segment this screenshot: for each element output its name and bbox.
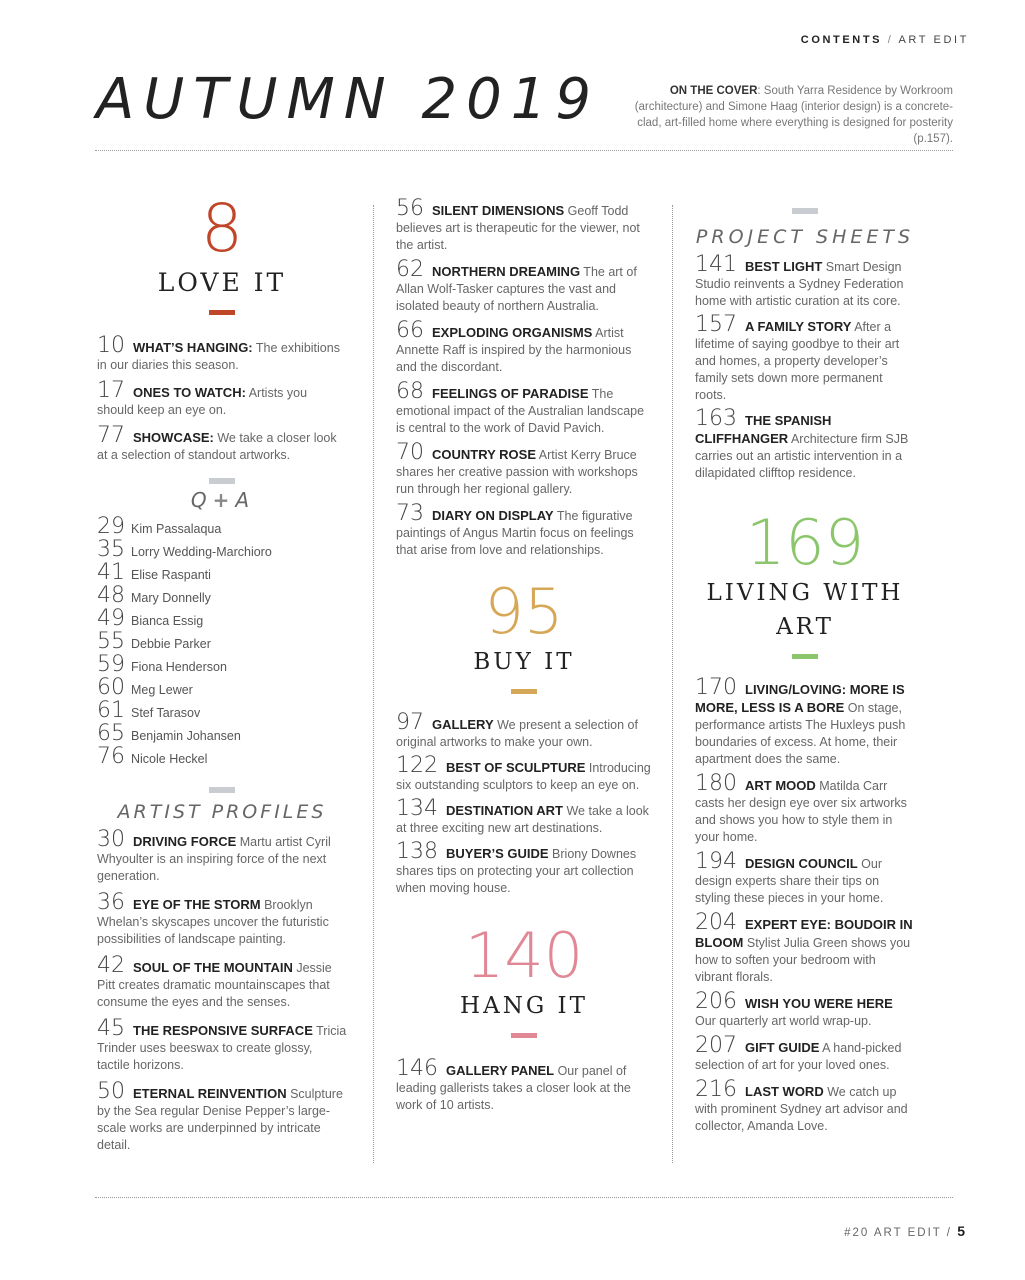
entry-page-number: 207 [695,1033,737,1058]
qa-heading-q: Q [190,488,211,512]
entry-page-number: 70 [396,440,424,465]
entry-title: BEST LIGHT [745,259,823,274]
contents-entry [695,252,915,310]
contents-entry [97,1079,347,1154]
qa-page-number: 29 [97,514,125,539]
contents-entry [396,796,652,837]
entry-title: EXPERT EYE: BOUDOIR IN BLOOM [695,917,913,950]
entry-page-number: 10 [97,333,125,358]
entry-title: THE RESPONSIVE SURFACE [133,1023,313,1038]
entry-description: We take a look at three exciting new art destinations. [396,804,649,835]
entry-page-number: 216 [695,1077,737,1102]
project-sheets-heading: PROJECT SHEETS [695,226,915,248]
qa-heading-a: A [235,488,254,512]
contents-entry [97,333,347,374]
artist-profiles-section [97,787,347,1154]
entry-description: Artist Annette Raff is inspired by the harmonious and the discordant. [396,326,632,374]
hang-it-list [396,1056,652,1114]
qa-name: Debbie Parker [131,637,211,651]
entry-title: WHAT’S HANGING: [133,340,253,355]
qa-page-number: 61 [97,698,125,723]
header-separator: / [887,34,894,46]
entry-description: Briony Downes shares tips on protecting your art collection when moving house. [396,847,637,895]
entry-description: We catch up with prominent Sydney art advisor and collector, Amanda Love. [695,1085,908,1133]
love-it-list [97,333,347,464]
cover-label: ON THE COVER [669,85,758,97]
qa-entry [97,652,347,675]
entry-description: Artists you should keep an eye on. [97,386,308,417]
entry-page-number: 206 [695,989,737,1014]
contents-entry [97,890,347,948]
project-sheets-section [695,208,915,482]
entry-page-number: 194 [695,849,737,874]
entry-description: The exhibitions in our diaries this season. [97,341,340,372]
qa-page-number: 35 [97,537,125,562]
love-it-heading: LOVE IT [157,268,287,297]
entry-page-number: 62 [396,257,424,282]
entry-description: Smart Design Studio reinvents a Sydney Federation home with artistic curation at its core. [695,260,904,308]
qa-name: Elise Raspanti [131,568,211,582]
entry-title: GALLERY PANEL [446,1063,555,1078]
page-number: 5 [957,1223,965,1239]
entry-description: Introducing six outstanding sculptors to keep an eye on. [396,761,651,792]
contents-entry [695,675,915,768]
artist-profiles-heading: ARTIST PROFILES [117,801,327,823]
entry-title: BEST OF SCULPTURE [446,760,586,775]
contents-entry [695,989,915,1030]
qa-name: Kim Passalaqua [131,522,222,536]
entry-description: Brooklyn Whelan’s skyscapes uncover the futuristic possibilities of landscape painting. [97,898,329,946]
hang-it-section [396,919,652,1114]
entry-description: We take a closer look at a selection of standout artworks. [97,431,337,462]
entry-title: GALLERY [432,717,494,732]
qa-entry [97,583,347,606]
column-divider-left [373,205,374,1163]
qa-list [97,514,347,767]
artist-profiles-list [97,827,347,1154]
entry-page-number: 134 [396,796,438,821]
entry-page-number: 36 [97,890,125,915]
entry-page-number: 17 [97,378,125,403]
entry-title: DESIGN COUNCIL [745,856,858,871]
contents-entry [695,849,915,907]
entry-description: Our quarterly art world wrap-up. [695,1014,872,1028]
qa-entry [97,537,347,560]
entry-page-number: 42 [97,953,125,978]
qa-page-number: 65 [97,721,125,746]
qa-heading [97,488,347,512]
qa-entry [97,675,347,698]
entry-page-number: 45 [97,1016,125,1041]
love-it-accent-bar [209,310,235,315]
qa-entry [97,721,347,744]
entry-description: The emotional impact of the Australian landscape is central to the work of David Pavich. [396,387,645,435]
qa-page-number: 60 [97,675,125,700]
entry-page-number: 122 [396,753,438,778]
middle-column [396,196,652,1120]
contents-entry [396,440,652,498]
buy-it-section [396,575,652,897]
contents-entry [396,318,652,376]
entry-page-number: 66 [396,318,424,343]
entry-title: ONES TO WATCH: [133,385,246,400]
entry-page-number: 170 [695,675,737,700]
contents-entry [396,753,652,794]
left-column [97,190,347,1163]
qa-entry [97,560,347,583]
contents-entry [695,406,915,482]
magazine-name: ART EDIT [898,34,969,46]
project-sheets-list [695,252,915,482]
qa-name: Lorry Wedding-Marchioro [131,545,272,559]
love-it-section [97,190,347,464]
entry-title: THE SPANISH CLIFFHANGER [695,413,832,446]
contents-entry [396,257,652,315]
entry-description: Jessie Pitt creates dramatic mountainscapes that consume the eyes and the senses. [97,961,332,1009]
entry-description: A hand-picked selection of art for your loved ones. [695,1041,902,1072]
contents-entry [97,953,347,1011]
living-with-art-accent-bar [792,654,818,659]
entry-title: DRIVING FORCE [133,834,237,849]
qa-section [97,478,347,767]
qa-page-number: 59 [97,652,125,677]
entry-page-number: 163 [695,406,737,431]
qa-page-number: 48 [97,583,125,608]
entry-page-number: 138 [396,839,438,864]
entry-page-number: 141 [695,252,737,277]
entry-description: Sculpture by the Sea regular Denise Pepper’s large-scale works are underpinned by intricate detail. [97,1087,343,1152]
contents-entry [695,312,915,404]
entry-page-number: 180 [695,771,737,796]
contents-entry [396,710,652,751]
contents-entry [97,827,347,885]
contents-entry [396,1056,652,1114]
contents-entry [695,910,915,986]
qa-name: Mary Donnelly [131,591,211,605]
features-list [396,196,652,559]
entry-description: Our panel of leading gallerists takes a closer look at the work of 10 artists. [396,1064,631,1112]
entry-description: The figurative paintings of Angus Martin focus on feelings that arise from love and relationships. [396,509,634,557]
project-sheets-accent-bar [792,208,818,214]
buy-it-page-number: 95 [484,575,564,648]
qa-page-number: 41 [97,560,125,585]
issue-title: AUTUMN 2019 [96,67,601,132]
buy-it-accent-bar [511,689,537,694]
entry-description: Matilda Carr casts her design eye over six artworks and shows you how to style them in your home. [695,779,907,844]
entry-title: EYE OF THE STORM [133,897,261,912]
living-with-art-list [695,675,915,1135]
entry-title: A FAMILY STORY [745,319,852,334]
entry-description: We present a selection of original artworks to make your own. [396,718,638,749]
column-divider-right [672,205,673,1163]
section-name: CONTENTS [800,34,883,46]
contents-entry [97,378,347,419]
contents-entry [695,771,915,846]
entry-title: GIFT GUIDE [745,1040,820,1055]
qa-accent-bar [209,478,235,484]
living-with-art-page-number: 169 [745,506,865,579]
entry-title: EXPLODING ORGANISMS [432,325,593,340]
entry-description: On stage, performance artists The Huxleys push boundaries of excess. At home, their apartment does the same. [695,701,906,766]
entry-title: DESTINATION ART [446,803,563,818]
entry-description: The art of Allan Wolf-Tasker captures the vast and isolated beauty of northern Australia. [396,265,637,313]
footer-issue: #20 ART EDIT [844,1227,942,1239]
entry-page-number: 97 [396,710,424,735]
entry-title: WISH YOU WERE HERE [745,996,893,1011]
qa-entry [97,514,347,537]
entry-description: Stylist Julia Green shows you how to soften your bedroom with vibrant florals. [695,936,911,984]
entry-description: Architecture firm SJB carries out an artistic intervention in a dilapidated clifftop residence. [695,432,909,480]
entry-title: SOUL OF THE MOUNTAIN [133,960,293,975]
qa-entry [97,698,347,721]
contents-entry [97,1016,347,1074]
hang-it-page-number: 140 [464,919,584,992]
qa-entry [97,629,347,652]
bottom-divider [95,1197,953,1198]
entry-description: Geoff Todd believes art is therapeutic for the viewer, not the artist. [396,204,640,252]
contents-entry [97,423,347,464]
contents-entry [396,196,652,254]
footer-separator: / [946,1227,952,1239]
entry-title: DIARY ON DISPLAY [432,508,554,523]
buy-it-heading: BUY IT [473,649,575,675]
love-it-page-number: 8 [201,190,243,267]
entry-page-number: 204 [695,910,737,935]
qa-entry [97,744,347,767]
entry-description: Artist Kerry Bruce shares her creative passion with workshops run through her regional gallery. [396,448,638,496]
entry-description: After a lifetime of saying goodbye to their art and homes, a property developer’s family sets down more permanent roots. [695,320,900,402]
entry-title: ETERNAL REINVENTION [133,1086,287,1101]
entry-page-number: 56 [396,196,424,221]
entry-title: BUYER’S GUIDE [446,846,549,861]
qa-heading-plus: + [212,488,234,512]
living-with-art-heading-line2: ART [776,614,834,640]
entry-description: Martu artist Cyril Whyoulter is an inspiring force of the next generation. [97,835,331,883]
living-with-art-section [695,506,915,1135]
entry-title: LIVING/LOVING: MORE IS MORE, LESS IS A BORE [695,682,905,715]
qa-name: Nicole Heckel [131,752,208,766]
qa-page-number: 49 [97,606,125,631]
qa-name: Fiona Henderson [131,660,227,674]
entry-page-number: 157 [695,312,737,337]
entry-title: LAST WORD [745,1084,824,1099]
entry-title: COUNTRY ROSE [432,447,537,462]
entry-description: Tricia Trinder uses beeswax to create glossy, tactile horizons. [97,1024,347,1072]
buy-it-list [396,710,652,897]
entry-title: NORTHERN DREAMING [432,264,581,279]
contents-entry [396,839,652,897]
qa-name: Stef Tarasov [131,706,201,720]
entry-page-number: 30 [97,827,125,852]
entry-page-number: 50 [97,1079,125,1104]
contents-entry [396,379,652,437]
qa-entry [97,606,347,629]
cover-text: : South Yarra Residence by Workroom (architecture) and Simone Haag (interior design) is a concrete-clad, art-filled home where everything is designed for posterity (p.157). [634,85,953,145]
entry-title: SHOWCASE: [133,430,214,445]
qa-page-number: 55 [97,629,125,654]
entry-description: Our design experts share their tips on styling these pieces in your home. [695,857,884,905]
entry-title: ART MOOD [745,778,816,793]
entry-page-number: 77 [97,423,125,448]
contents-entry [396,501,652,559]
entry-title: FEELINGS OF PARADISE [432,386,589,401]
top-divider [95,150,953,151]
qa-page-number: 76 [97,744,125,769]
qa-name: Meg Lewer [131,683,193,697]
contents-entry [695,1033,915,1074]
artist-profiles-accent-bar [209,787,235,793]
living-with-art-heading-line1: LIVING WITH [706,580,904,606]
right-column [695,208,915,1142]
qa-name: Benjamin Johansen [131,729,241,743]
hang-it-heading: HANG IT [460,993,588,1019]
entry-page-number: 73 [396,501,424,526]
qa-name: Bianca Essig [131,614,204,628]
entry-title: SILENT DIMENSIONS [432,203,565,218]
footer [844,1223,965,1239]
entry-page-number: 68 [396,379,424,404]
entry-page-number: 146 [396,1056,438,1081]
header-section-label [801,34,969,46]
contents-entry [695,1077,915,1135]
hang-it-accent-bar [511,1033,537,1038]
cover-note [623,83,953,147]
